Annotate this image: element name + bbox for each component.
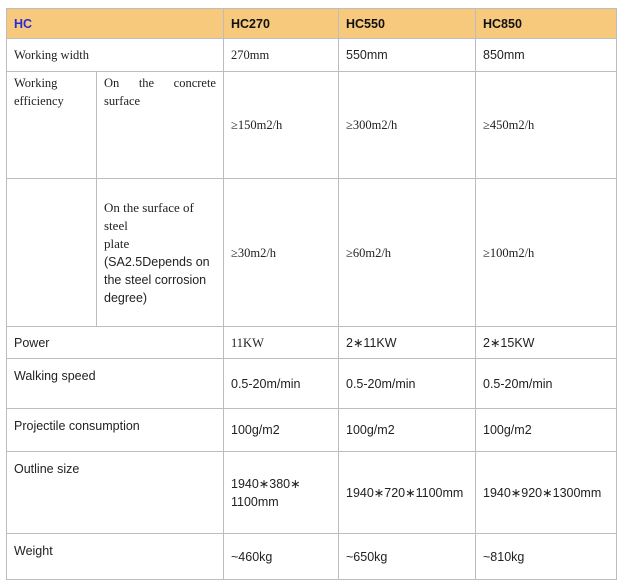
row-efficiency-concrete — [7, 72, 617, 179]
concrete-surface-line2: surface — [104, 94, 141, 108]
outline-size-value-1-line1: 1940∗380∗ — [231, 476, 301, 491]
header-model-3: HC850 — [476, 9, 617, 39]
steel-surface-line1: On the surface of steel — [104, 199, 194, 233]
header-model-2: HC550 — [339, 9, 476, 39]
row-projectile-consumption — [7, 409, 617, 452]
concrete-surface-label — [97, 72, 224, 179]
outline-size-value-1 — [224, 452, 339, 534]
concrete-efficiency-value-2: ≥300m2/h — [339, 72, 476, 179]
steel-surface-label — [97, 179, 224, 327]
working-width-label: Working width — [7, 39, 224, 72]
concrete-efficiency-value-3: ≥450m2/h — [476, 72, 617, 179]
row-walking-speed — [7, 359, 617, 409]
concrete-surface-line1: On the concrete — [104, 76, 216, 90]
row-power — [7, 327, 617, 359]
working-efficiency-label-line2: efficiency — [14, 94, 64, 108]
walking-speed-label: Walking speed — [7, 359, 224, 409]
walking-speed-value-2: 0.5-20m/min — [339, 359, 476, 409]
steel-surface-line3: (SA2.5Depends on — [104, 254, 210, 269]
row-outline-size — [7, 452, 617, 534]
working-efficiency-empty-cell — [7, 179, 97, 327]
working-efficiency-label-line1: Working — [14, 76, 58, 90]
weight-value-1: ~460kg — [224, 534, 339, 580]
weight-value-3: ~810kg — [476, 534, 617, 580]
row-efficiency-steel — [7, 179, 617, 327]
working-width-value-1: 270mm — [224, 39, 339, 72]
power-value-1: 11KW — [224, 327, 339, 359]
outline-size-label: Outline size — [7, 452, 224, 534]
steel-surface-line4: the steel corrosion — [104, 272, 207, 287]
power-label: Power — [7, 327, 224, 359]
header-label: HC — [7, 9, 224, 39]
working-width-value-3: 850mm — [476, 39, 617, 72]
power-value-3: 2∗15KW — [476, 327, 617, 359]
row-weight — [7, 534, 617, 580]
projectile-consumption-value-1: 100g/m2 — [224, 409, 339, 452]
walking-speed-value-3: 0.5-20m/min — [476, 359, 617, 409]
working-width-value-2: 550mm — [339, 39, 476, 72]
projectile-consumption-value-3: 100g/m2 — [476, 409, 617, 452]
header-row — [7, 9, 617, 39]
steel-efficiency-value-1: ≥30m2/h — [224, 179, 339, 327]
projectile-consumption-value-2: 100g/m2 — [339, 409, 476, 452]
projectile-consumption-label: Projectile consumption — [7, 409, 224, 452]
weight-value-2: ~650kg — [339, 534, 476, 580]
header-model-1: HC270 — [224, 9, 339, 39]
concrete-efficiency-value-1: ≥150m2/h — [224, 72, 339, 179]
weight-label: Weight — [7, 534, 224, 580]
row-working-width — [7, 39, 617, 72]
steel-efficiency-value-3: ≥100m2/h — [476, 179, 617, 327]
outline-size-value-3: 1940∗920∗1300mm — [476, 452, 617, 534]
outline-size-value-2: 1940∗720∗1100mm — [339, 452, 476, 534]
power-value-2: 2∗11KW — [339, 327, 476, 359]
spec-table — [6, 8, 617, 580]
steel-efficiency-value-2: ≥60m2/h — [339, 179, 476, 327]
steel-surface-line5: degree) — [104, 290, 148, 305]
working-efficiency-label — [7, 72, 97, 179]
outline-size-value-1-line2: 1100mm — [231, 494, 279, 509]
walking-speed-value-1: 0.5-20m/min — [224, 359, 339, 409]
steel-surface-line2: plate — [104, 235, 130, 251]
